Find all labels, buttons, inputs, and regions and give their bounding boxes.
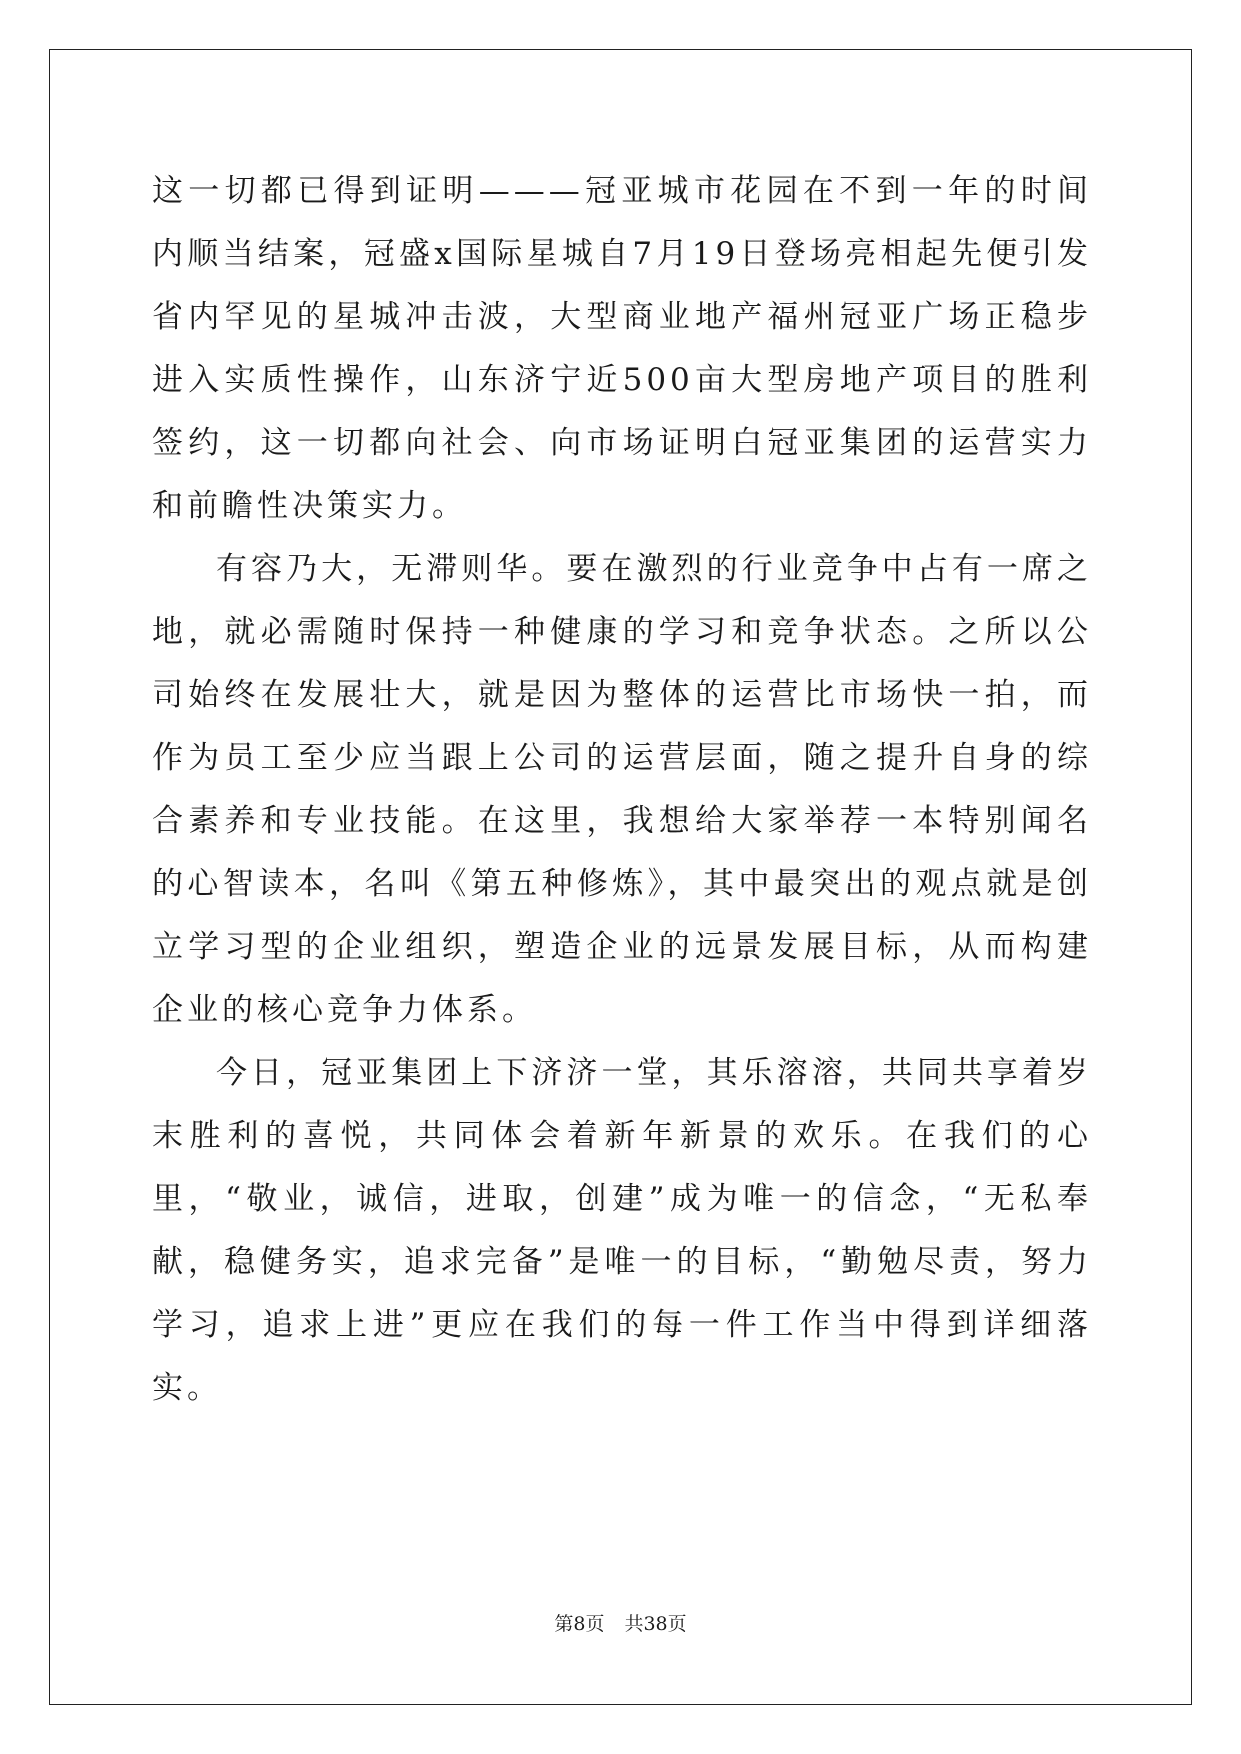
total-page-count: 共38页 [624, 1613, 687, 1635]
paragraph-continuation: 这一切都已得到证明———冠亚城市花园在不到一年的时间内顺当结案，冠盛x国际星城自7月19日登场亮相起先便引发省内罕见的星城冲击波，大型商业地产福州冠亚广场正稳步进入实质性操作，山东济宁近500亩大型房地产项目的胜利签约，这一切都向社会、向市场证明白冠亚集团的运营实力和前瞻性决策实力。 [152, 173, 1092, 524]
current-page-number: 第8页 [554, 1613, 605, 1635]
document-body [152, 160, 1092, 1420]
page-footer [0, 1612, 1241, 1636]
paragraph-learning: 有容乃大，无滞则华。要在激烈的行业竞争中占有一席之地，就必需随时保持一种健康的学习和竞争状态。之所以公司始终在发展壮大，就是因为整体的运营比市场快一拍，而作为员工至少应当跟上公司的运营层面，随之提升自身的综合素养和专业技能。在这里，我想给大家举荐一本特别闻名的心智读本，名叫《第五种修炼》，其中最突出的观点就是创立学习型的企业组织，塑造企业的远景发展目标，从而构建企业的核心竞争力体系。 [152, 551, 1092, 1028]
paragraph-celebration: 今日，冠亚集团上下济济一堂，其乐溶溶，共同共享着岁末胜利的喜悦，共同体会着新年新景的欢乐。在我们的心里，“敬业，诚信，进取，创建”成为唯一的信念，“无私奉献，稳健务实，追求完备”是唯一的目标，“勤勉尽责，努力学习，追求上进”更应在我们的每一件工作当中得到详细落实。 [152, 1055, 1092, 1406]
